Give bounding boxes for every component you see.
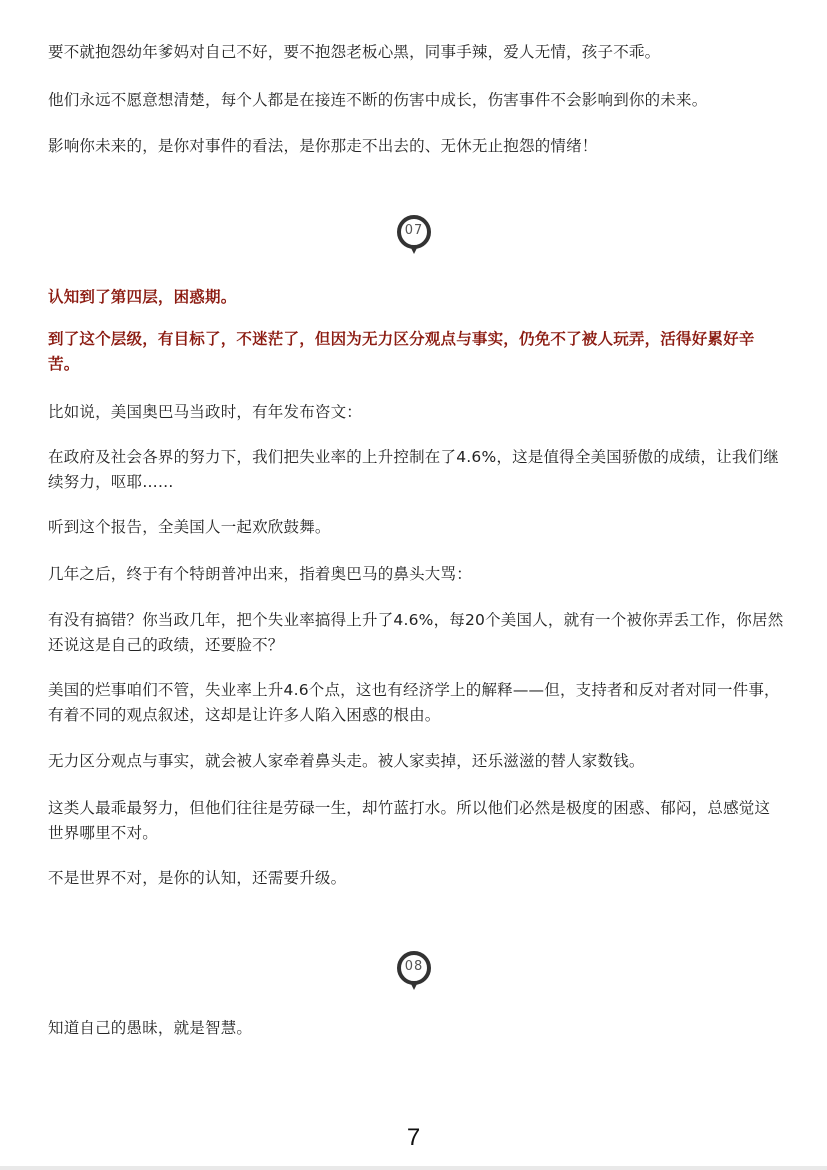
page-number: 7 [406, 1124, 421, 1151]
section-heading: 认知到了第四层，困惑期。 [48, 288, 237, 306]
section-marker-07 [396, 214, 432, 258]
paragraph-led-by-nose: 无力区分观点与事实，就会被人家牵着鼻头走。被人家卖掉，还乐滋滋的替人家数钱。 [48, 752, 645, 770]
paragraph-example-intro: 比如说，美国奥巴马当政时，有年发布咨文： [48, 403, 363, 421]
paragraph-trump-speech: 有没有搞错？你当政几年，把个失业率搞得上升了4.6%，每20个美国人，就有一个被你弄丢工作，你居然还说这是自己的政绩，还要脸不？ [48, 611, 784, 654]
section-number: 07 [404, 223, 424, 238]
paragraph-trump-intro: 几年之后，终于有个特朗普冲出来，指着奥巴马的鼻头大骂： [48, 565, 472, 583]
section-number: 08 [404, 959, 424, 974]
section-subheading: 到了这个层级，有目标了，不迷茫了，但因为无力区分观点与事实，仍免不了被人玩弄，活得好累好辛苦。 [48, 330, 755, 373]
paragraph-analysis: 美国的烂事咱们不管，失业率上升4.6个点，这也有经济学上的解释——但，支持者和反对者对同一件事，有着不同的观点叙述，这却是让许多人陷入困惑的根由。 [48, 681, 780, 724]
section-marker-08 [396, 950, 432, 994]
paragraph-complaints: 要不就抱怨幼年爹妈对自己不好，要不抱怨老板心黑，同事手辣，爱人无情，孩子不乖。 [48, 43, 661, 61]
paragraph-cheering: 听到这个报告，全美国人一起欢欣鼓舞。 [48, 518, 331, 536]
paragraph-growth: 他们永远不愿意想清楚，每个人都是在接连不断的伤害中成长，伤害事件不会影响到你的未来。 [48, 91, 708, 109]
paragraph-future: 影响你未来的，是你对事件的看法，是你那走不出去的、无休无止抱怨的情绪！ [48, 137, 598, 155]
paragraph-confusion: 这类人最乖最努力，但他们往往是劳碌一生，却竹蓝打水。所以他们必然是极度的困惑、郁闷，总感觉这世界哪里不对。 [48, 799, 771, 842]
paragraph-obama-speech: 在政府及社会各界的努力下，我们把失业率的上升控制在了4.6%，这是值得全美国骄傲的成绩，让我们继续努力，呕耶…… [48, 448, 779, 491]
page-bottom-edge [0, 1166, 827, 1170]
paragraph-upgrade: 不是世界不对，是你的认知，还需要升级。 [48, 869, 347, 887]
paragraph-wisdom: 知道自己的愚昧，就是智慧。 [48, 1019, 253, 1037]
